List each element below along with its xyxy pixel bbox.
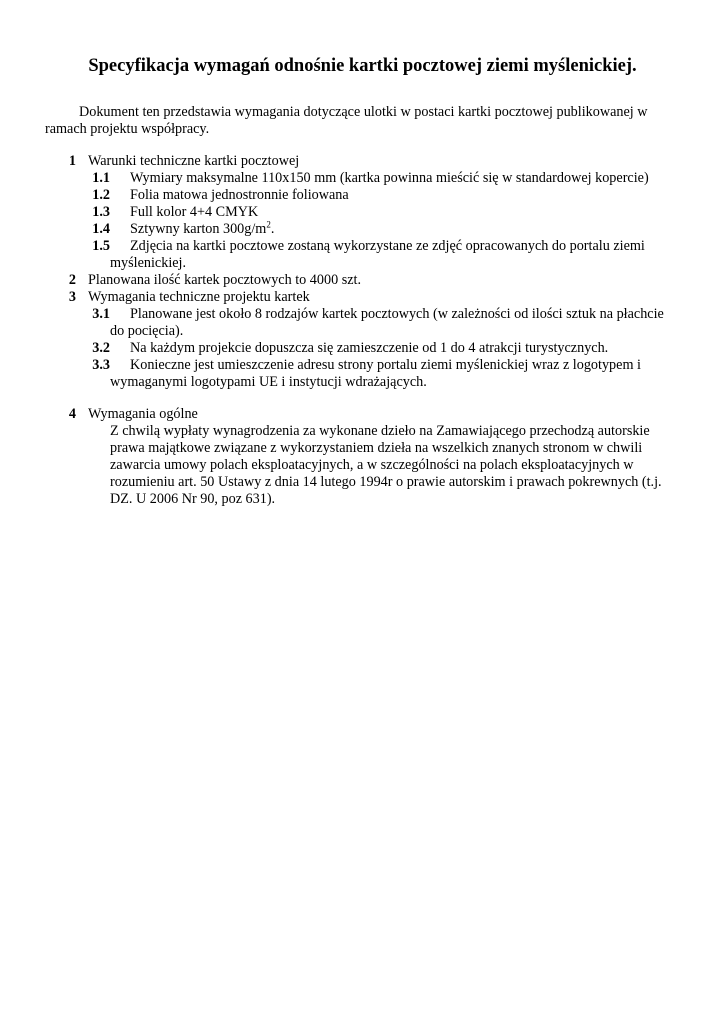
intro-line: Dokument ten przedstawia wymagania dotyczące ulotki w postaci kartki pocztowej publikowanej w xyxy=(79,104,648,120)
section-number: 4 xyxy=(68,406,76,422)
item-text: Na każdym projekcie dopuszcza się zamieszczenie od 1 do 4 atrakcji turystycznych. xyxy=(130,340,609,356)
section-label: Wymagania techniczne projektu kartek xyxy=(88,289,310,305)
body-text: zawarcia umowy polach eksploatacyjnych, a w szczególności na polach eksploatacyjnych w xyxy=(110,457,634,473)
item-number: 1.5 xyxy=(92,238,110,254)
intro-paragraph xyxy=(45,104,685,138)
item-number: 1.2 xyxy=(92,187,110,203)
intro-line: ramach projektu współpracy. xyxy=(45,121,210,137)
item-number: 3.1 xyxy=(92,306,110,322)
item-number: 1.4 xyxy=(92,221,110,237)
item-number: 3.2 xyxy=(92,340,110,356)
section-number: 1 xyxy=(68,153,76,169)
document-title: Specyfikacja wymagań odnośnie kartki pocztowej ziemi myślenickiej. xyxy=(88,56,637,76)
section-number: 2 xyxy=(68,272,76,288)
item-text-main: Sztywny karton 300g/m xyxy=(130,221,267,237)
item-text: Zdjęcia na kartki pocztowe zostaną wykorzystane ze zdjęć opracowanych do portalu ziemi xyxy=(130,238,645,254)
item-text: Full kolor 4+4 CMYK xyxy=(130,204,259,220)
item-text: Wymiary maksymalne 110x150 mm (kartka powinna mieścić się w standardowej kopercie) xyxy=(130,170,649,186)
body-text: DZ. U 2006 Nr 90, poz 631). xyxy=(110,491,276,507)
body-text: prawa majątkowe związane z wykorzystaniem dzieła na wszelkich znanych stronom w chwili xyxy=(110,440,643,456)
item-text: Planowane jest około 8 rodzajów kartek pocztowych (w zależności od ilości sztuk na płachcie xyxy=(130,306,664,322)
body-text: rozumieniu art. 50 Ustawy z dnia 14 lutego 1994r o prawie autorskim i prawach pokrewnych (t.j. xyxy=(110,474,662,490)
section-label: Wymagania ogólne xyxy=(88,406,198,422)
body-text: Z chwilą wypłaty wynagrodzenia za wykonane dzieło na Zamawiającego przechodzą autorskie xyxy=(110,423,650,439)
section-number: 3 xyxy=(68,289,76,305)
item-text: wymaganymi logotypami UE i instytucji wdrażających. xyxy=(110,374,427,390)
section-label: Planowana ilość kartek pocztowych to 4000 szt. xyxy=(88,272,362,288)
superscript: 2 xyxy=(266,219,271,230)
item-text: myślenickiej. xyxy=(110,255,187,271)
item-text-end: . xyxy=(270,221,275,237)
section-label: Warunki techniczne kartki pocztowej xyxy=(88,153,300,169)
item-number: 3.3 xyxy=(92,357,110,373)
item-number: 1.1 xyxy=(92,170,110,186)
item-text: do pocięcia). xyxy=(110,323,184,339)
item-number: 1.3 xyxy=(92,204,110,220)
item-text xyxy=(130,221,274,238)
item-text: Folia matowa jednostronnie foliowana xyxy=(130,187,349,203)
item-text: Konieczne jest umieszczenie adresu strony portalu ziemi myślenickiej wraz z logotypem i xyxy=(130,357,641,373)
